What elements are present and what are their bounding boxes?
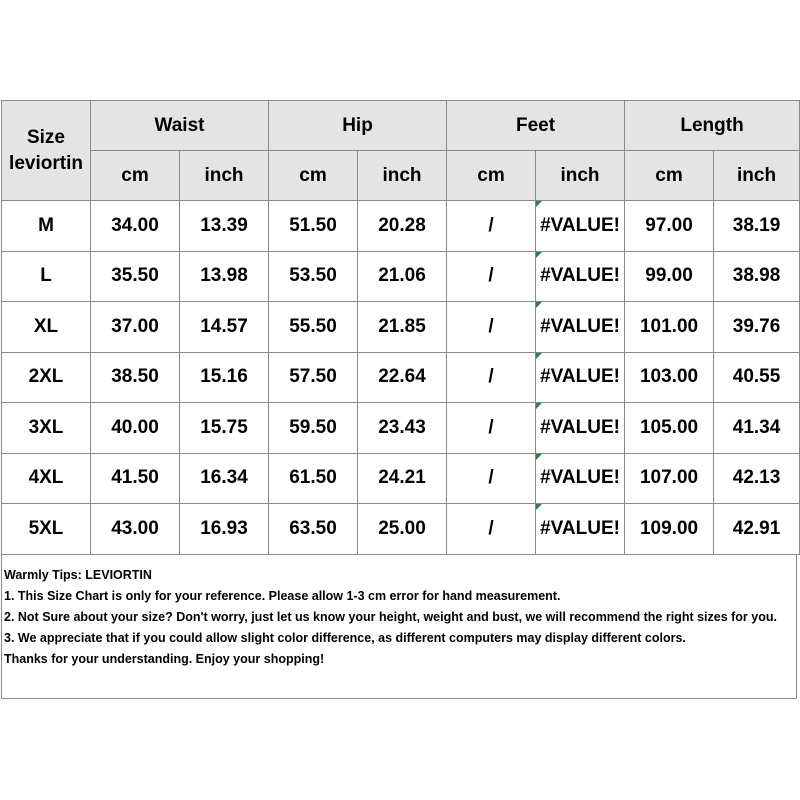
- hip-cm-cell: 57.50: [269, 352, 358, 403]
- size-cell: M: [2, 201, 91, 252]
- waist-inch-header: inch: [180, 151, 269, 201]
- size-table: [1, 100, 800, 555]
- feet-inch-cell: [536, 251, 625, 302]
- waist-cm-cell: 35.50: [91, 251, 180, 302]
- waist-inch-cell: 16.93: [180, 504, 269, 555]
- feet-cm-cell: /: [447, 201, 536, 252]
- size-chart: [1, 100, 799, 699]
- size-cell: L: [2, 251, 91, 302]
- length-inch-cell: 40.55: [714, 352, 800, 403]
- table-row: [2, 201, 800, 252]
- hip-cm-cell: 61.50: [269, 453, 358, 504]
- error-indicator-icon: [536, 302, 542, 308]
- feet-inch-cell: [536, 352, 625, 403]
- feet-header: Feet: [447, 101, 625, 151]
- feet-inch-cell: [536, 201, 625, 252]
- hip-inch-cell: 24.21: [358, 453, 447, 504]
- hip-inch-cell: 21.06: [358, 251, 447, 302]
- table-row: [2, 302, 800, 353]
- length-cm-cell: 109.00: [625, 504, 714, 555]
- feet-cm-cell: /: [447, 453, 536, 504]
- error-indicator-icon: [536, 201, 542, 207]
- feet-inch-cell: [536, 504, 625, 555]
- length-header: Length: [625, 101, 800, 151]
- hip-cm-header: cm: [269, 151, 358, 201]
- waist-inch-cell: 13.98: [180, 251, 269, 302]
- tips-section: [1, 555, 797, 699]
- tip-closing: Thanks for your understanding. Enjoy your shopping!: [4, 651, 325, 666]
- waist-cm-cell: 43.00: [91, 504, 180, 555]
- length-cm-cell: 97.00: [625, 201, 714, 252]
- unit-header-row: [2, 151, 800, 201]
- hip-cm-cell: 55.50: [269, 302, 358, 353]
- table-row: [2, 504, 800, 555]
- length-inch-cell: 38.19: [714, 201, 800, 252]
- waist-inch-cell: 16.34: [180, 453, 269, 504]
- table-row: [2, 251, 800, 302]
- waist-cm-cell: 37.00: [91, 302, 180, 353]
- hip-cm-cell: 51.50: [269, 201, 358, 252]
- hip-cm-cell: 59.50: [269, 403, 358, 454]
- tips-title: Warmly Tips: LEVIORTIN: [4, 567, 152, 582]
- error-value: #VALUE!: [540, 467, 620, 489]
- waist-cm-cell: 34.00: [91, 201, 180, 252]
- error-value: #VALUE!: [540, 265, 620, 287]
- table-row: [2, 403, 800, 454]
- hip-inch-header: inch: [358, 151, 447, 201]
- waist-inch-cell: 15.75: [180, 403, 269, 454]
- hip-inch-cell: 21.85: [358, 302, 447, 353]
- length-cm-cell: 99.00: [625, 251, 714, 302]
- feet-inch-cell: [536, 302, 625, 353]
- feet-inch-cell: [536, 403, 625, 454]
- error-value: #VALUE!: [540, 214, 620, 236]
- length-cm-cell: 107.00: [625, 453, 714, 504]
- length-cm-cell: 105.00: [625, 403, 714, 454]
- waist-header: Waist: [91, 101, 269, 151]
- hip-inch-cell: 25.00: [358, 504, 447, 555]
- tip-line-1: 1. This Size Chart is only for your reference. Please allow 1-3 cm error for hand measurement.: [4, 588, 561, 603]
- error-indicator-icon: [536, 454, 542, 460]
- waist-cm-cell: 41.50: [91, 453, 180, 504]
- tip-line-3: 3. We appreciate that if you could allow slight color difference, as different computers may display different colors.: [4, 630, 686, 645]
- length-inch-header: inch: [714, 151, 800, 201]
- waist-inch-cell: 13.39: [180, 201, 269, 252]
- hip-cm-cell: 53.50: [269, 251, 358, 302]
- error-indicator-icon: [536, 403, 542, 409]
- feet-cm-cell: /: [447, 302, 536, 353]
- hip-inch-cell: 23.43: [358, 403, 447, 454]
- table-row: [2, 352, 800, 403]
- hip-header: Hip: [269, 101, 447, 151]
- tip-line-2: 2. Not Sure about your size? Don't worry, just let us know your height, weight and bust, we will recommend the right sizes for you.: [4, 609, 777, 624]
- group-header-row: [2, 101, 800, 151]
- waist-inch-cell: 15.16: [180, 352, 269, 403]
- length-cm-cell: 103.00: [625, 352, 714, 403]
- feet-inch-header: inch: [536, 151, 625, 201]
- size-cell: 2XL: [2, 352, 91, 403]
- feet-cm-cell: /: [447, 504, 536, 555]
- waist-inch-cell: 14.57: [180, 302, 269, 353]
- feet-cm-header: cm: [447, 151, 536, 201]
- size-cell: XL: [2, 302, 91, 353]
- error-indicator-icon: [536, 252, 542, 258]
- table-body: [2, 201, 800, 555]
- waist-cm-cell: 40.00: [91, 403, 180, 454]
- length-cm-header: cm: [625, 151, 714, 201]
- length-inch-cell: 38.98: [714, 251, 800, 302]
- feet-cm-cell: /: [447, 403, 536, 454]
- feet-cm-cell: /: [447, 352, 536, 403]
- length-cm-cell: 101.00: [625, 302, 714, 353]
- hip-cm-cell: 63.50: [269, 504, 358, 555]
- size-cell: 3XL: [2, 403, 91, 454]
- error-value: #VALUE!: [540, 315, 620, 337]
- size-cell: 4XL: [2, 453, 91, 504]
- length-inch-cell: 42.91: [714, 504, 800, 555]
- length-inch-cell: 39.76: [714, 302, 800, 353]
- waist-cm-cell: 38.50: [91, 352, 180, 403]
- error-indicator-icon: [536, 353, 542, 359]
- table-header: [2, 101, 800, 201]
- length-inch-cell: 42.13: [714, 453, 800, 504]
- hip-inch-cell: 20.28: [358, 201, 447, 252]
- feet-inch-cell: [536, 453, 625, 504]
- error-value: #VALUE!: [540, 416, 620, 438]
- error-indicator-icon: [536, 504, 542, 510]
- waist-cm-header: cm: [91, 151, 180, 201]
- feet-cm-cell: /: [447, 251, 536, 302]
- hip-inch-cell: 22.64: [358, 352, 447, 403]
- size-cell: 5XL: [2, 504, 91, 555]
- length-inch-cell: 41.34: [714, 403, 800, 454]
- error-value: #VALUE!: [540, 366, 620, 388]
- error-value: #VALUE!: [540, 517, 620, 539]
- table-row: [2, 453, 800, 504]
- size-column-header: Size leviortin: [2, 101, 91, 201]
